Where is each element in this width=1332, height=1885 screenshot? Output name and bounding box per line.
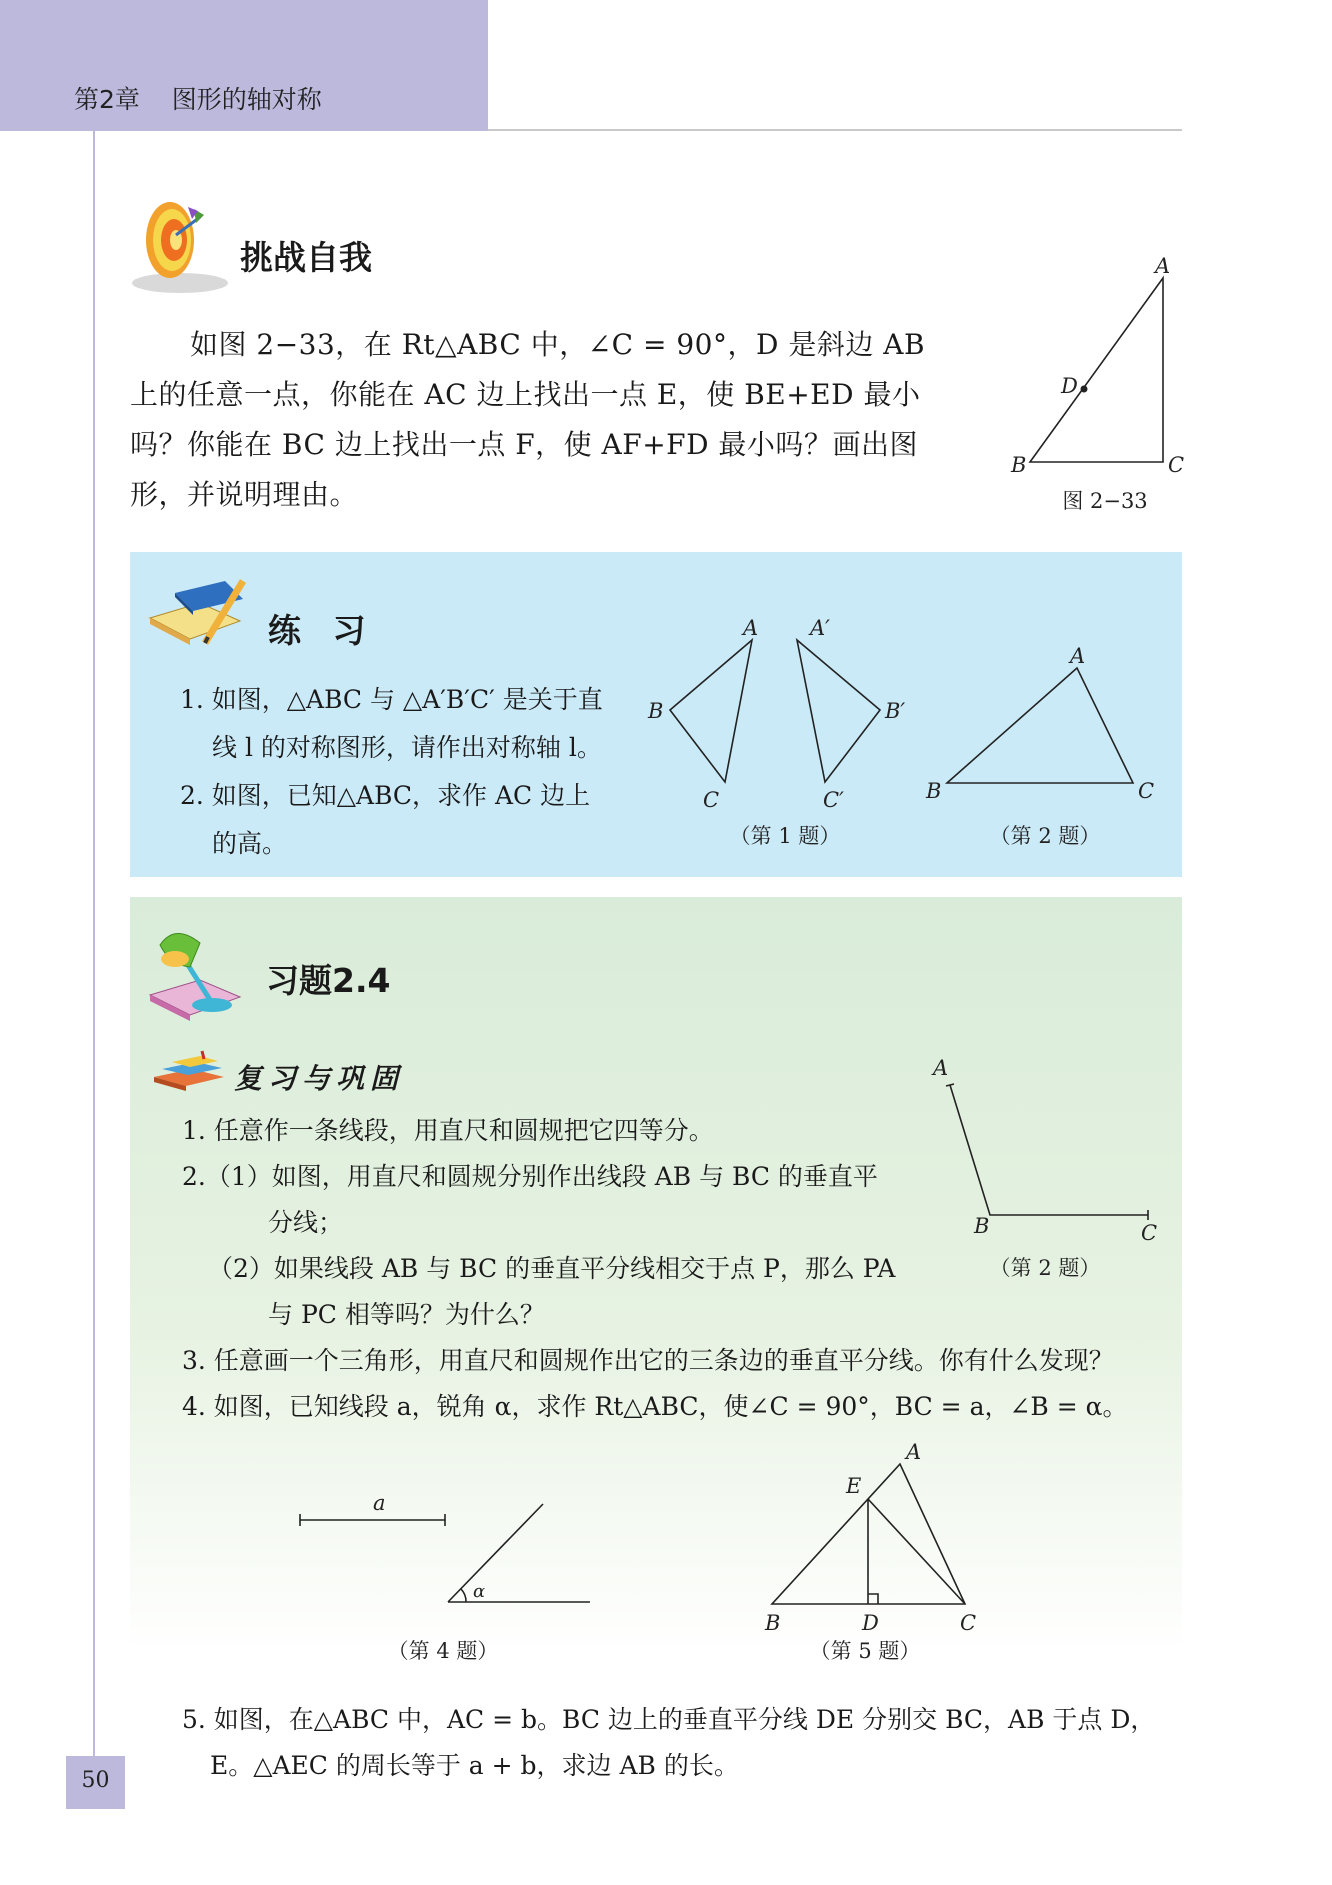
e2-label-b: B xyxy=(974,1214,990,1238)
p1-label-c-prime: C′ xyxy=(823,788,844,812)
e5-label-e: E xyxy=(846,1474,862,1498)
exercise-item-2-1-cont: 分线； xyxy=(268,1208,344,1237)
practice-item-2: 2. 如图，已知△ABC，求作 AC 边上 xyxy=(180,781,591,810)
e5-label-c: C xyxy=(960,1611,977,1635)
practice-item-1: 1. 如图，△ABC 与 △A′B′C′ 是关于直 xyxy=(180,685,603,714)
label-b: B xyxy=(1011,453,1027,477)
practice-fig2-caption: （第 2 题） xyxy=(989,824,1101,848)
figure-2-33-caption: 图 2−33 xyxy=(1062,489,1148,513)
label-a: A xyxy=(1155,254,1171,278)
triangle-abc-p2 xyxy=(947,668,1133,783)
exercise-item-2-2: （2）如果线段 AB 与 BC 的垂直平分线相交于点 P，那么 PA xyxy=(208,1254,896,1283)
figure-exercise-4 xyxy=(280,1470,600,1620)
exercise-item-2-1: 2.（1）如图，用直尺和圆规分别作出线段 AB 与 BC 的垂直平 xyxy=(182,1162,878,1191)
practice-fig1-caption: （第 1 题） xyxy=(729,824,841,848)
e2-label-a: A xyxy=(933,1056,949,1080)
challenge-line-1: 如图 2−33，在 Rt△ABC 中，∠C = 90°，D 是斜边 AB xyxy=(190,328,926,361)
chapter-title: 图形的轴对称 xyxy=(171,85,322,114)
p1-label-b: B xyxy=(648,699,664,723)
p1-label-c: C xyxy=(703,788,720,812)
angle-ray-slanted xyxy=(448,1504,543,1602)
e5-label-a: A xyxy=(906,1440,922,1464)
challenge-line-4: 形，并说明理由。 xyxy=(130,478,359,511)
exercise-item-4: 4. 如图，已知线段 a，锐角 α，求作 Rt△ABC，使∠C = 90°，BC = a，∠B = α。 xyxy=(182,1392,1128,1421)
p1-label-b-prime: B′ xyxy=(885,699,906,723)
challenge-title: 挑战自我 xyxy=(240,238,372,277)
challenge-line-3: 吗？你能在 BC 边上找出一点 F，使 AF+FD 最小吗？画出图 xyxy=(130,428,918,461)
exercise-item-2-2-cont: 与 PC 相等吗？为什么？ xyxy=(268,1300,545,1329)
label-c: C xyxy=(1168,453,1185,477)
exercise-item-5: 5. 如图，在△ABC 中，AC = b。BC 边上的垂直平分线 DE 分别交 BC，AB 于点 D， xyxy=(182,1705,1156,1734)
p2-label-b: B xyxy=(926,779,942,803)
e5-label-b: B xyxy=(765,1611,781,1635)
page-number: 50 xyxy=(81,1768,110,1793)
target-icon xyxy=(130,195,230,295)
chapter-number: 第2章 xyxy=(74,85,140,114)
figure-2-33 xyxy=(1000,250,1200,520)
right-angle-mark xyxy=(868,1594,878,1604)
practice-items xyxy=(180,676,603,868)
practice-item-1-cont: 线 l 的对称图形，请作出对称轴 l。 xyxy=(212,733,602,762)
exercise-section-title: 复习与巩固 xyxy=(234,1062,405,1095)
figure-exercise-5 xyxy=(750,1440,1010,1635)
exercise-fig2-caption: （第 2 题） xyxy=(989,1256,1101,1280)
p1-label-a: A xyxy=(743,616,759,640)
point-d xyxy=(1081,386,1088,393)
p2-label-a: A xyxy=(1070,644,1086,668)
book-stack-icon xyxy=(152,1053,227,1093)
books-pencil-icon xyxy=(145,573,250,653)
triangle-abc xyxy=(1030,278,1163,462)
figure-practice-1 xyxy=(640,610,906,820)
margin-line xyxy=(93,131,95,1756)
chapter-header xyxy=(74,80,322,116)
tick-a xyxy=(946,1084,954,1086)
exercise-title: 习题2.4 xyxy=(266,961,391,1000)
angle-arc xyxy=(461,1589,466,1602)
practice-item-2-cont: 的高。 xyxy=(212,829,288,858)
triangle-abc-reflected xyxy=(797,640,880,782)
exercise-fig5-caption: （第 5 题） xyxy=(809,1639,921,1663)
e4-label-a: a xyxy=(373,1491,386,1515)
practice-title: 练 习 xyxy=(268,611,376,650)
figure-exercise-2 xyxy=(920,1055,1170,1255)
header-rule xyxy=(488,129,1182,131)
challenge-problem xyxy=(130,320,950,520)
e2-label-c: C xyxy=(1141,1221,1158,1245)
angle-abc xyxy=(950,1085,1148,1215)
exercise-item-5-cont: E。△AEC 的周长等于 a + b，求边 AB 的长。 xyxy=(210,1751,739,1780)
segment-ec xyxy=(868,1499,965,1604)
exercise-item-1: 1. 任意作一条线段，用直尺和圆规把它四等分。 xyxy=(182,1116,714,1145)
desk-lamp-icon xyxy=(140,925,255,1025)
e5-label-d: D xyxy=(862,1611,879,1635)
label-d: D xyxy=(1061,374,1078,398)
triangle-abc-original xyxy=(670,640,752,782)
e4-label-alpha: α xyxy=(473,1581,486,1602)
figure-practice-2 xyxy=(920,640,1170,810)
p2-label-c: C xyxy=(1138,779,1155,803)
exercise-fig4-caption: （第 4 题） xyxy=(387,1639,499,1663)
p1-label-a-prime: A′ xyxy=(810,616,830,640)
exercise-item-3: 3. 任意画一个三角形，用直尺和圆规作出它的三条边的垂直平分线。你有什么发现？ xyxy=(182,1346,1114,1375)
challenge-line-2: 上的任意一点，你能在 AC 边上找出一点 E，使 BE+ED 最小 xyxy=(130,378,921,411)
